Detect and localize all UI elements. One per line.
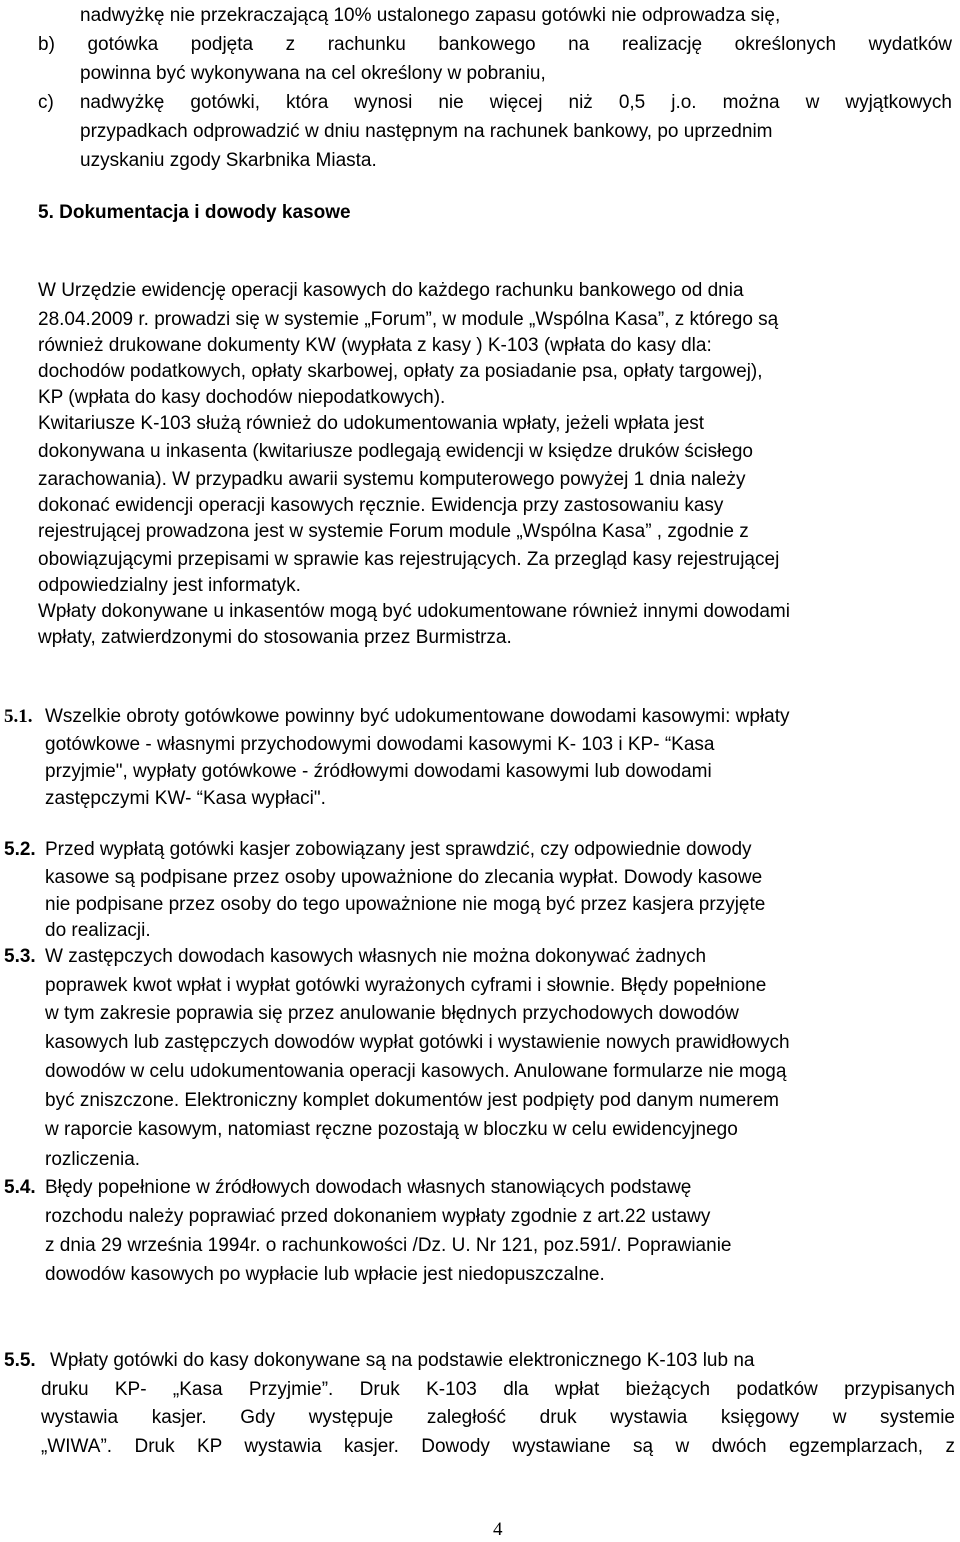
subsection-line: kasowe są podpisane przez osoby upoważnione do zlecania wypłat. Dowody kasowe bbox=[45, 867, 763, 888]
subsection-line: rozliczenia. bbox=[45, 1149, 141, 1170]
subsection-line: Wszelkie obroty gotówkowe powinny być udokumentowane dowodami kasowymi: wpłaty bbox=[45, 706, 790, 727]
subsection-number: 5.5. bbox=[4, 1350, 36, 1371]
paragraph-line: wpłaty, zatwierdzonymi do stosowania przez Burmistrza. bbox=[38, 627, 512, 648]
subsection-number: 5.4. bbox=[4, 1177, 36, 1198]
subsection-line: druku KP- „Kasa Przyjmie”. Druk K-103 dla wpłat bieżących podatków przypisanych bbox=[41, 1379, 955, 1400]
list-item-c: c) nadwyżkę gotówki, która wynosi nie więcej niż 0,5 j.o. można w wyjątkowych bbox=[38, 92, 952, 113]
subsection-line: W zastępczych dowodach kasowych własnych nie można dokonywać żadnych bbox=[45, 946, 707, 967]
page-number: 4 bbox=[493, 1519, 503, 1540]
subsection-line: kasowych lub zastępczych dowodów wypłat gotówki i wystawienie nowych prawidłowych bbox=[45, 1032, 790, 1053]
subsection-line: poprawek kwot wpłat i wypłat gotówki wyrażonych cyframi i słownie. Błędy popełnione bbox=[45, 975, 767, 996]
subsection-line: w raporcie kasowym, natomiast ręczne pozostają w bloczku w celu ewidencyjnego bbox=[45, 1119, 738, 1140]
paragraph-line: rejestrującej prowadzona jest w systemie Forum module „Wspólna Kasa” , zgodnie z bbox=[38, 521, 749, 542]
list-item-c-continuation: przypadkach odprowadzić w dniu następnym na rachunek bankowy, po uprzednim bbox=[80, 121, 773, 142]
paragraph-line: 28.04.2009 r. prowadzi się w systemie „Forum”, w module „Wspólna Kasa”, z którego są bbox=[38, 309, 779, 330]
subsection-line: z dnia 29 września 1994r. o rachunkowości /Dz. U. Nr 121, poz.591/. Poprawianie bbox=[45, 1235, 732, 1256]
paragraph-line: dochodów podatkowych, opłaty skarbowej, opłaty za posiadanie psa, opłaty targowej), bbox=[38, 361, 763, 382]
list-item-c-continuation: uzyskaniu zgody Skarbnika Miasta. bbox=[80, 150, 377, 171]
subsection-line: Wpłaty gotówki do kasy dokonywane są na podstawie elektronicznego K-103 lub na bbox=[50, 1350, 755, 1371]
subsection-line: Błędy popełnione w źródłowych dowodach własnych stanowiących podstawę bbox=[45, 1177, 692, 1198]
subsection-line: zastępczymi KW- “Kasa wypłaci". bbox=[45, 788, 326, 809]
paragraph-line: Kwitariusze K-103 służą również do udokumentowania wpłaty, jeżeli wpłata jest bbox=[38, 413, 705, 434]
paragraph-line: dokonywana u inkasenta (kwitariusze podlegają ewidencji w księdze druków ścisłego bbox=[38, 441, 753, 462]
list-item-b: b) gotówka podjęta z rachunku bankowego na realizację określonych wydatków bbox=[38, 34, 952, 55]
paragraph-line: Wpłaty dokonywane u inkasentów mogą być udokumentowane również innymi dowodami bbox=[38, 601, 790, 622]
list-item-b-continuation: powinna być wykonywana na cel określony w pobraniu, bbox=[80, 63, 546, 84]
paragraph-line: odpowiedzialny jest informatyk. bbox=[38, 575, 301, 596]
subsection-line: przyjmie", wypłaty gotówkowe - źródłowymi dowodami kasowymi lub dowodami bbox=[45, 761, 712, 782]
subsection-line: w tym zakresie poprawia się przez anulowanie błędnych przychodowych dowodów bbox=[45, 1003, 739, 1024]
subsection-line: nie podpisane przez osoby do tego upoważnione nie mogą być przez kasjera przyjęte bbox=[45, 894, 766, 915]
paragraph-line: KP (wpłata do kasy dochodów niepodatkowych). bbox=[38, 387, 446, 408]
subsection-line: być zniszczone. Elektroniczny komplet dokumentów jest podpięty pod danym numerem bbox=[45, 1090, 779, 1111]
paragraph-line: W Urzędzie ewidencję operacji kasowych do każdego rachunku bankowego od dnia bbox=[38, 280, 744, 301]
subsection-line: gotówkowe - własnymi przychodowymi dowodami kasowymi K- 103 i KP- “Kasa bbox=[45, 734, 715, 755]
subsection-number: 5.1. bbox=[4, 706, 33, 727]
subsection-line: Przed wypłatą gotówki kasjer zobowiązany jest sprawdzić, czy odpowiednie dowody bbox=[45, 839, 752, 860]
list-item-a-continuation: nadwyżkę nie przekraczającą 10% ustalonego zapasu gotówki nie odprowadza się, bbox=[80, 5, 781, 26]
paragraph-line: również drukowane dokumenty KW (wypłata z kasy ) K-103 (wpłata do kasy dla: bbox=[38, 335, 712, 356]
paragraph-line: zarachowania). W przypadku awarii systemu komputerowego powyżej 1 dnia należy bbox=[38, 469, 746, 490]
subsection-line: dowodów w celu udokumentowania operacji kasowych. Anulowane formularze nie mogą bbox=[45, 1061, 787, 1082]
subsection-line: „WIWA”. Druk KP wystawia kasjer. Dowody wystawiane są w dwóch egzemplarzach, z bbox=[41, 1436, 955, 1457]
subsection-line: rozchodu należy poprawiać przed dokonaniem wypłaty zgodnie z art.22 ustawy bbox=[45, 1206, 711, 1227]
subsection-line: do realizacji. bbox=[45, 920, 151, 941]
subsection-line: wystawia kasjer. Gdy występuje zaległość druk wystawia księgowy w systemie bbox=[41, 1407, 955, 1428]
subsection-line: dowodów kasowych po wypłacie lub wpłacie jest niedopuszczalne. bbox=[45, 1264, 605, 1285]
subsection-number: 5.2. bbox=[4, 839, 36, 860]
paragraph-line: dokonać ewidencji operacji kasowych ręcznie. Ewidencja przy zastosowaniu kasy bbox=[38, 495, 724, 516]
paragraph-line: obowiązującymi przepisami w sprawie kas rejestrujących. Za przegląd kasy rejestrującej bbox=[38, 549, 780, 570]
subsection-number: 5.3. bbox=[4, 946, 36, 967]
section-heading: 5. Dokumentacja i dowody kasowe bbox=[38, 202, 351, 223]
